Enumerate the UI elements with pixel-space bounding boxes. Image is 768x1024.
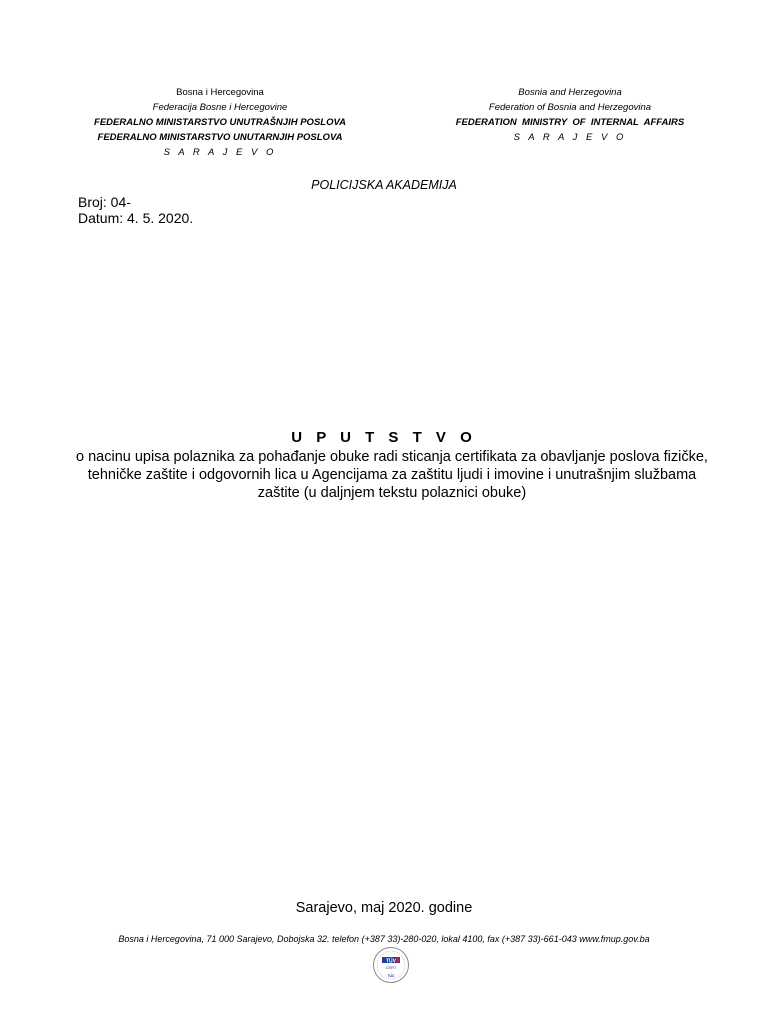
header-right — [410, 85, 730, 145]
header-right-city: S A R A J E V O — [513, 132, 627, 143]
header-left-ministry-alt: FEDERALNO MINISTARSTVO UNUTARNJIH POSLOVA — [97, 132, 343, 143]
document-references — [78, 194, 193, 226]
cert-top-text: TÜV — [386, 958, 396, 965]
footer-contact: Bosna i Hercegovina, 71 000 Sarajevo, Dobojska 32. telefon (+387 33)-280-020, lokal 4100, fax (+387 33)-661-043 www.fmup.gov.ba — [118, 934, 650, 944]
document-title: U P U T S T V O — [291, 429, 477, 446]
header-left-country: Bosna i Hercegovina — [176, 87, 264, 98]
header-right-ministry: FEDERATION MINISTRY OF INTERNAL AFFAIRS — [455, 117, 685, 128]
header-right-federation: Federation of Bosnia and Herzegovina — [488, 102, 652, 113]
document-number: Broj: 04- — [78, 194, 131, 210]
header-right-country: Bosnia and Herzegovina — [518, 87, 622, 98]
cert-middle-text: CERT — [385, 965, 397, 970]
header-left-city: S A R A J E V O — [163, 147, 277, 158]
cert-bottom-text: TÜC — [387, 974, 395, 978]
header-left — [60, 85, 380, 160]
certification-seal-icon — [372, 946, 410, 984]
header-left-ministry: FEDERALNO MINISTARSTVO UNUTRAŠNJIH POSLOVA — [94, 117, 346, 128]
document-subtitle: o nacinu upisa polaznika za pohađanje obuke radi sticanja certifikata za obavljanje poslova fizičke, tehničke zaštite i odgovornih lica u Agencijama za zaštitu ljudi i imovine i unutrašnjim službama zaštite (u daljnjem tekstu polaznici obuke) — [76, 449, 708, 501]
place-and-date: Sarajevo, maj 2020. godine — [295, 900, 473, 916]
header-left-federation: Federacija Bosne i Hercegovine — [152, 102, 288, 113]
document-date: Datum: 4. 5. 2020. — [78, 210, 194, 226]
academy-name: POLICIJSKA AKADEMIJA — [311, 178, 457, 192]
